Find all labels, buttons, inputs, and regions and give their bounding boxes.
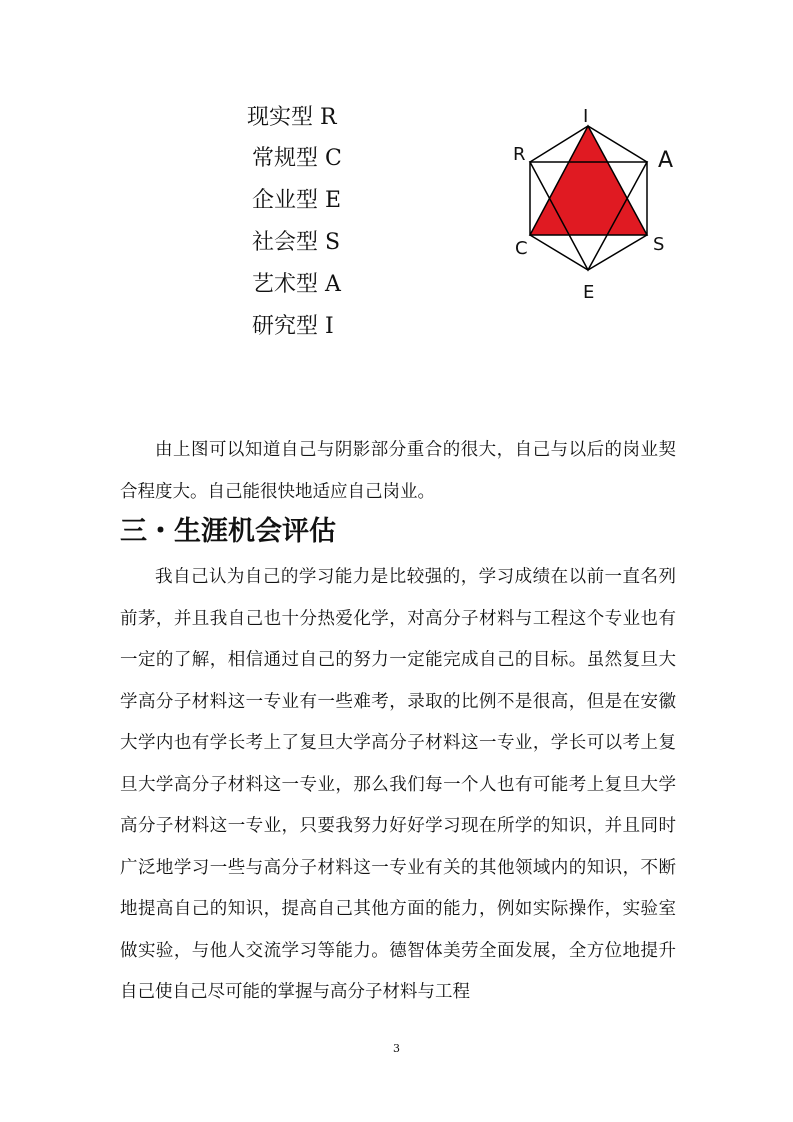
type-artistic: 艺术型 A xyxy=(252,272,341,297)
paragraph-conclusion: 由上图可以知道自己与阴影部分重合的很大，自己与以后的岗业契合程度大。自己能很快地适应自己岗业。 xyxy=(120,440,676,502)
type-realistic: 现实型 R xyxy=(247,105,337,130)
type-social: 社会型 S xyxy=(252,230,341,255)
vertex-label-i: I xyxy=(583,106,589,127)
vertex-label-a: A xyxy=(658,148,674,173)
section-heading: 三・生涯机会评估 xyxy=(120,516,336,547)
vertex-label-c: C xyxy=(515,238,528,259)
holland-hexagon-diagram xyxy=(503,104,683,304)
type-conventional: 常规型 C xyxy=(252,146,342,171)
paragraph-opportunity: 我自己认为自己的学习能力是比较强的，学习成绩在以前一直名列前茅，并且我自己也十分热爱化学，对高分子材料与工程这个专业也有一定的了解，相信通过自己的努力一定能完成自己的目标。虽然复旦大学高分子材料这一专业有一些难考，录取的比例不是很高，但是在安徽大学内也有学长考上了复旦大学高分子材料这一专业，学长可以考上复旦大学高分子材料这一专业，那么我们每一个人也有可能考上复旦大学高分子材料这一专业，只要我努力好好学习现在所学的知识，并且同时广泛地学习一些与高分子材料这一专业有关的其他领域内的知识，不断地提高自己的知识，提高自己其他方面的能力，例如实际操作，实验室做实验，与他人交流学习等能力。德智体美劳全面发展，全方位地提升自己使自己尽可能的掌握与高分子材料与工程 xyxy=(120,567,676,1002)
vertex-label-r: R xyxy=(513,144,526,165)
hexagon-svg xyxy=(503,104,683,304)
shaded-triangle xyxy=(530,126,647,235)
vertex-label-s: S xyxy=(653,234,665,255)
page-number: 3 xyxy=(393,1042,400,1055)
type-enterprising: 企业型 E xyxy=(252,188,342,213)
type-investigative: 研究型 I xyxy=(252,314,334,339)
vertex-label-e: E xyxy=(583,282,595,303)
